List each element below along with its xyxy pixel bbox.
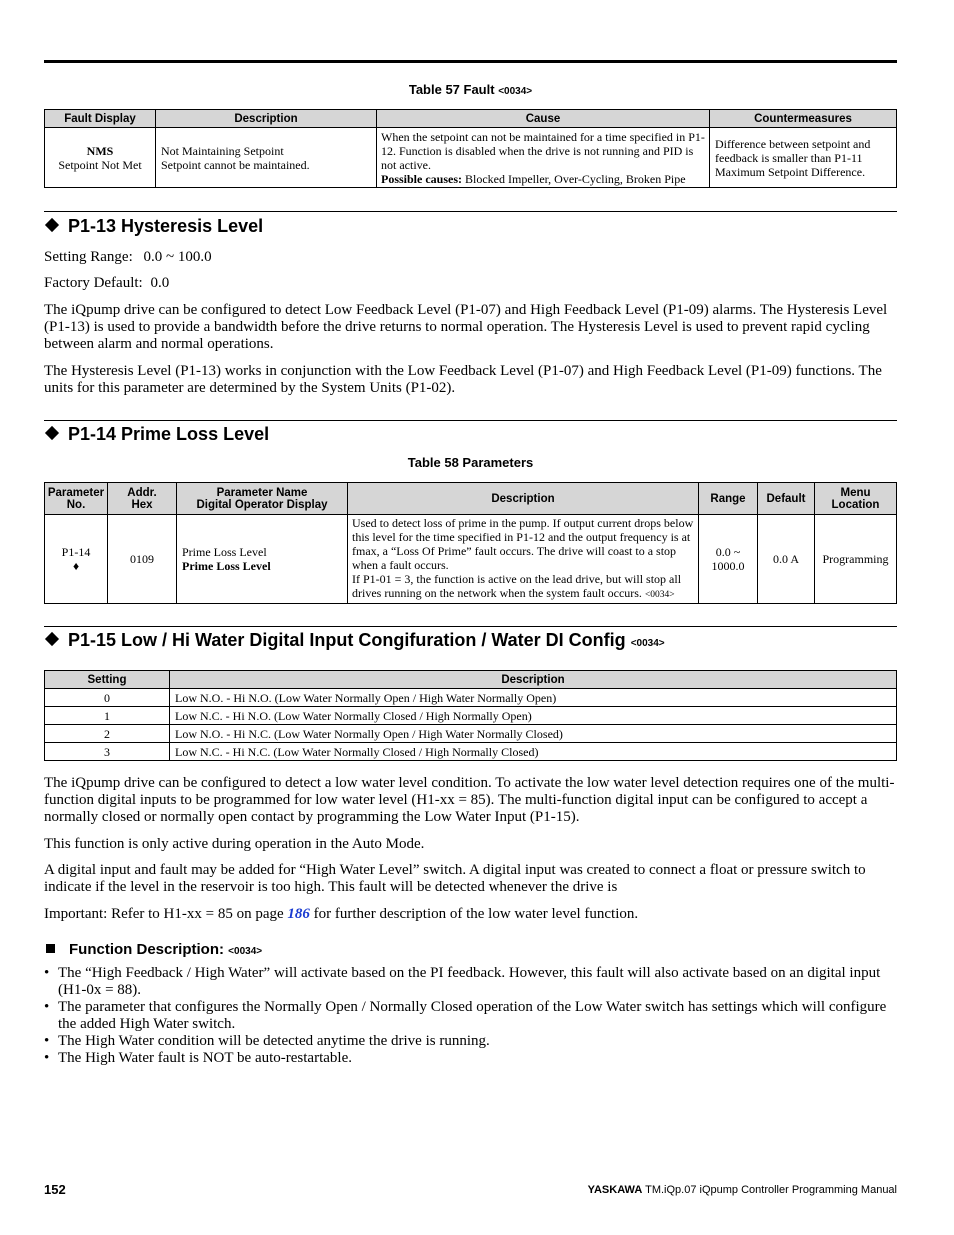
param-header-no [45, 483, 108, 515]
param-addr-cell: 0109 [108, 515, 177, 604]
section-rule-p1-14 [44, 420, 897, 421]
param-header-addr-2: Hex [131, 498, 153, 511]
p1-14-heading [44, 424, 269, 445]
param-description-cell [348, 515, 699, 604]
p1-13-paragraph-1: The iQpump drive can be configured to detect Low Feedback Level (P1-07) and High Feedback Level (P1-09) alarms. The Hysteresis Level (P1-13) is used to provide a bandwidth before the drive returns to normal operation. The Hysteresis Level is used to prevent rapid cycling between alarm and normal operations. [44, 302, 888, 352]
param-header-name-2: Digital Operator Display [196, 498, 328, 511]
water-setting-cell: 2 [45, 725, 170, 743]
param-header-menu-2: Location [831, 498, 880, 511]
water-header-description: Description [170, 671, 897, 689]
table-row [45, 725, 897, 743]
param-header-no-1: Parameter [47, 486, 105, 499]
p1-13-heading [44, 216, 263, 237]
factory-default-label: Factory Default: [44, 275, 143, 291]
param-header-description: Description [348, 483, 699, 515]
function-description-tag: <0034> [228, 946, 263, 957]
diamond-bullet-icon [45, 632, 59, 646]
page-186-link[interactable]: 186 [287, 906, 310, 922]
important-note-post: for further description of the low water level function. [309, 906, 639, 922]
param-header-range: Range [699, 483, 758, 515]
section-rule-p1-15 [44, 626, 897, 627]
param-menu-cell: Programming [815, 515, 897, 604]
function-bullet-list [44, 965, 897, 1067]
fault-code: NMS [86, 143, 114, 158]
fault-cause-text: When the setpoint can not be maintained for a time specified in P1-12. Function is disabled when the drive is not running and PID is not active. [381, 129, 705, 172]
setting-range-value: 0.0 ~ 100.0 [143, 249, 212, 265]
p1-15-title-tag: <0034> [630, 638, 665, 649]
water-description-cell: Low N.O. - Hi N.O. (Low Water Normally Open / High Water Normally Open) [170, 689, 897, 707]
param-header-addr [108, 483, 177, 515]
fault-table-header-cause: Cause [377, 110, 710, 128]
param-header-default: Default [758, 483, 815, 515]
water-setting-cell: 0 [45, 689, 170, 707]
function-description-title: Function Description: [69, 941, 224, 958]
list-item: • The High Water condition will be detected anytime the drive is running. [44, 1033, 897, 1050]
factory-default-value: 0.0 [150, 275, 170, 291]
p1-15-paragraph-1: The iQpump drive can be configured to detect a low water level condition. To activate the low water level detection requires one of the multi-function digital inputs to be programmed for low water level (H1-xx = 85). The multi-function digital input can be configured to accept a normally closed or normally open contact by programming the Low Water Input (P1-15). [44, 775, 895, 825]
fault-cause-list: Blocked Impeller, Over-Cycling, Broken Pipe [462, 171, 686, 186]
water-description-cell: Low N.C. - Hi N.O. (Low Water Normally Closed / High Normally Open) [170, 707, 897, 725]
param-range-2: 1000.0 [711, 559, 745, 573]
param-range-1: 0.0 ~ [715, 545, 741, 559]
param-no: P1-14 [61, 545, 91, 559]
param-display: Prime Loss Level [182, 559, 271, 573]
table-row [45, 743, 897, 761]
diamond-bullet-icon [45, 426, 59, 440]
table-row [45, 128, 897, 188]
p1-15-title: P1-15 Low / Hi Water Digital Input Congifuration / Water DI Config [68, 630, 626, 650]
footer-brand: YASKAWA [587, 1184, 643, 1196]
p1-15-paragraph-3: A digital input and fault may be added for “High Water Level” switch. A digital input was created to connect a float or pressure switch to indicate if the level in the reservoir is too high. This fault will be detected whenever the drive is [44, 862, 866, 895]
p1-13-paragraph-2: The Hysteresis Level (P1-13) works in conjunction with the Low Feedback Level (P1-07) and High Feedback Level (P1-09) functions. The units for this parameter are determined by the System Units (P1-02). [44, 363, 882, 396]
footer-manual-title [588, 1184, 897, 1196]
fault-display-cell [45, 128, 156, 188]
diamond-bullet-icon [45, 218, 59, 232]
page-number: 152 [44, 1182, 66, 1197]
fault-description-cell [156, 128, 377, 188]
table57-caption-text: Table 57 Fault [408, 82, 495, 97]
param-header-name [177, 483, 348, 515]
section-rule-p1-13 [44, 211, 897, 212]
table-row [45, 515, 897, 604]
param-range-cell [699, 515, 758, 604]
fault-table-header-fault-display: Fault Display [45, 110, 156, 128]
table-row [45, 707, 897, 725]
water-description-cell: Low N.O. - Hi N.C. (Low Water Normally Open / High Water Normally Closed) [170, 725, 897, 743]
param-mark-icon: ♦ [72, 559, 80, 573]
square-bullet-icon [46, 944, 55, 953]
table57-caption [44, 82, 897, 97]
fault-cause-cell [377, 128, 710, 188]
important-note [44, 906, 897, 923]
water-description-cell: Low N.C. - Hi N.C. (Low Water Normally Closed / High Normally Closed) [170, 743, 897, 761]
list-item: • The parameter that configures the Normally Open / Normally Closed operation of the Low Water switch has settings which will configure the added High Water switch. [44, 999, 897, 1033]
fault-table-header-countermeasures: Countermeasures [710, 110, 897, 128]
list-item: • The “High Feedback / High Water” will activate based on the PI feedback. However, this fault will also activate based on an digital input (H1-0x = 88). [44, 965, 897, 999]
p1-15-paragraph-2: This function is only active during operation in the Auto Mode. [44, 836, 425, 852]
param-name: Prime Loss Level [182, 545, 267, 559]
water-setting-cell: 1 [45, 707, 170, 725]
important-note-pre: Important: Refer to H1-xx = 85 on page [44, 906, 288, 922]
table-row [45, 689, 897, 707]
fault-table [44, 109, 897, 188]
fault-description-line2: Setpoint cannot be maintained. [161, 157, 310, 172]
fault-name: Setpoint Not Met [58, 157, 142, 172]
param-description-tag: <0034> [644, 590, 675, 600]
param-header-addr-1: Addr. [127, 486, 157, 499]
param-description: Used to detect loss of prime in the pump. If output current drops below this level for the time specified in P1-12 and the output frequency is at fmax, a “Loss Of Prime” fault occurs. The drive will coast to a stop when a fault occurs. [352, 516, 694, 572]
water-setting-cell: 3 [45, 743, 170, 761]
factory-default [44, 275, 897, 292]
param-header-menu [815, 483, 897, 515]
list-item: • The High Water fault is NOT be auto-restartable. [44, 1050, 897, 1067]
param-name-cell [177, 515, 348, 604]
param-default-cell: 0.0 A [758, 515, 815, 604]
water-header-setting: Setting [45, 671, 170, 689]
param-header-no-2: No. [66, 498, 86, 511]
function-description-heading [44, 941, 262, 958]
fault-cause-label: Possible causes: [381, 171, 462, 186]
table57-caption-tag: <0034> [498, 86, 533, 97]
param-description-2: If P1-01 = 3, the function is active on the lead drive, but will stop all drives running on the network when the system fault occurs. [352, 572, 682, 600]
setting-range-label: Setting Range: [44, 249, 133, 265]
top-rule [44, 60, 897, 63]
param-no-cell [45, 515, 108, 604]
fault-description-line1: Not Maintaining Setpoint [161, 143, 284, 158]
water-config-table [44, 670, 897, 761]
p1-14-title: P1-14 Prime Loss Level [68, 424, 270, 444]
fault-table-header-description: Description [156, 110, 377, 128]
param-header-menu-1: Menu [840, 486, 871, 499]
param-header-name-1: Parameter Name [216, 486, 308, 499]
table58-caption: Table 58 Parameters [407, 455, 534, 470]
p1-15-heading [44, 630, 665, 651]
setting-range [44, 249, 897, 266]
parameters-table [44, 482, 897, 604]
fault-countermeasure-cell: Difference between setpoint and feedback is smaller than P1-11 Maximum Setpoint Difference. [710, 128, 897, 188]
p1-13-title: P1-13 Hysteresis Level [68, 216, 264, 236]
footer-manual: TM.iQp.07 iQpump Controller Programming Manual [642, 1184, 897, 1196]
